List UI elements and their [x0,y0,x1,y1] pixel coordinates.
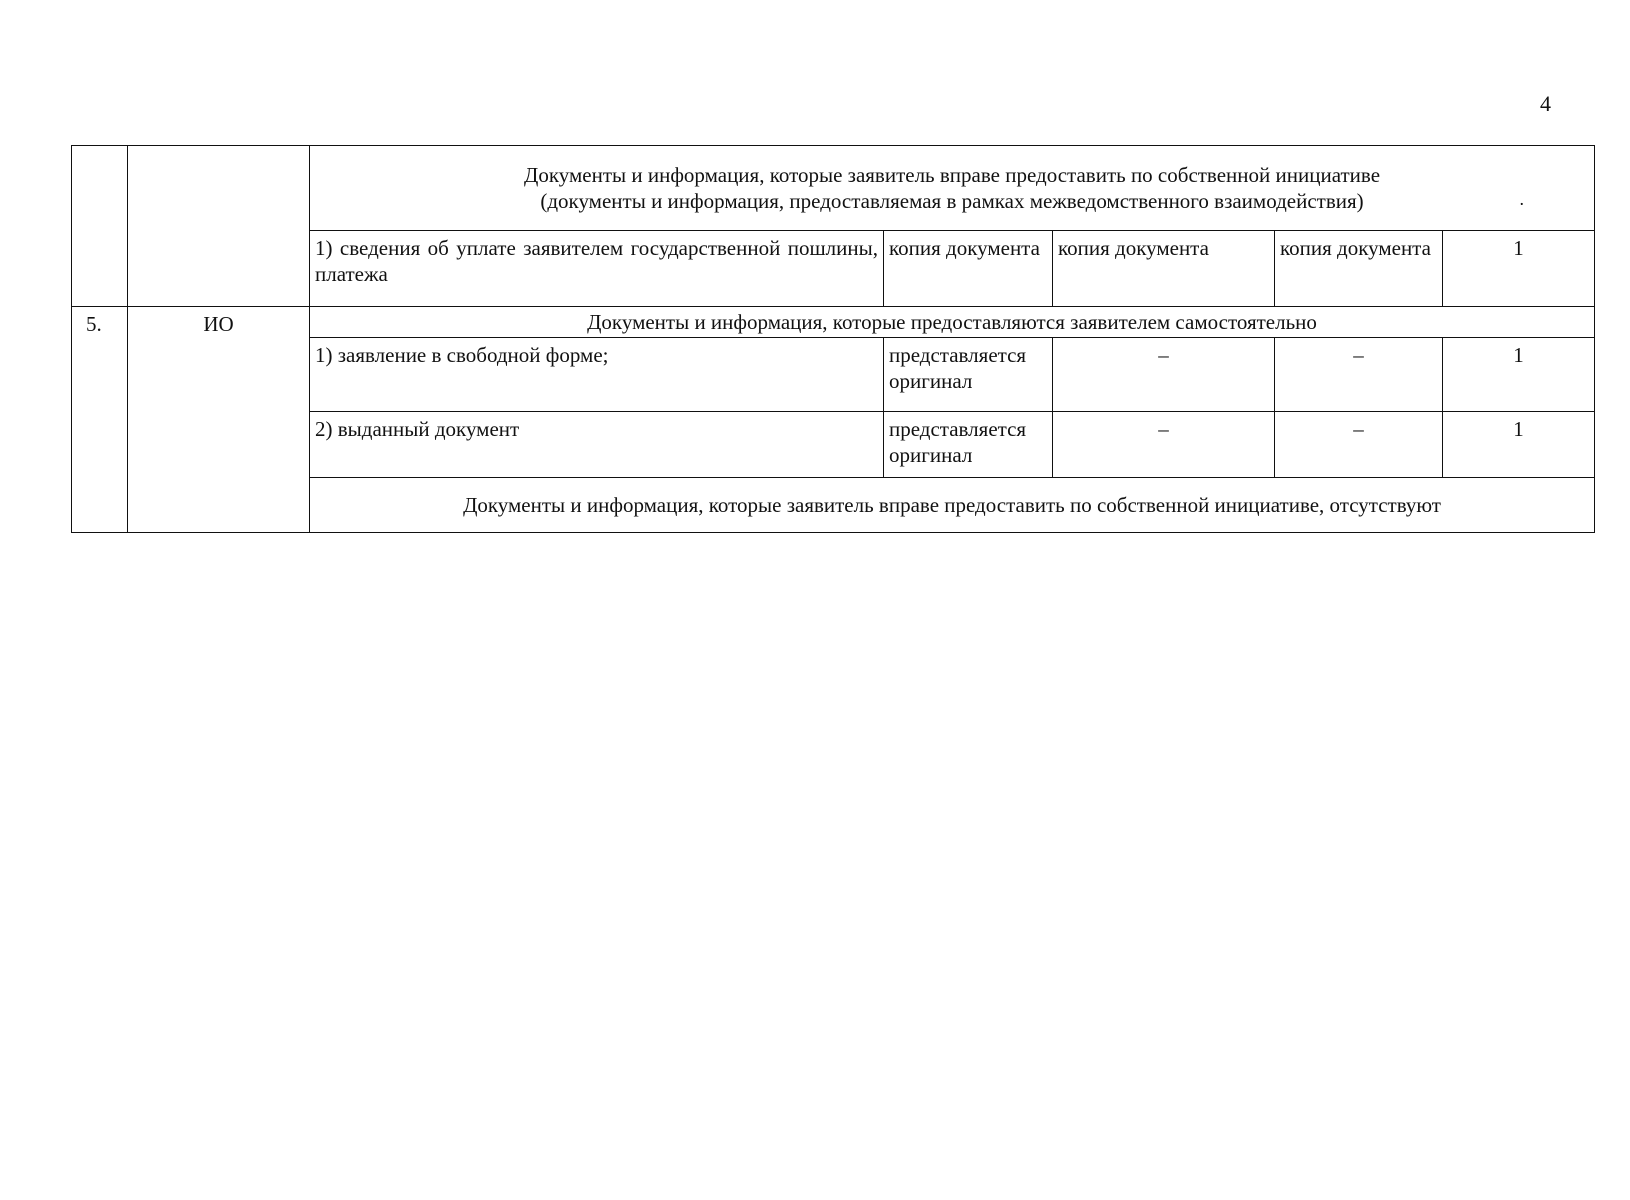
section-header [310,146,1595,231]
document-dash-cell: – [1053,338,1275,412]
documents-table [71,145,1595,533]
org-cell [128,146,310,307]
document-description: 2) выданный документ [310,412,884,478]
table-row [72,146,1595,231]
document-copy-cell-2: копия документа [1275,231,1443,307]
section-header-line-2: (документы и информация, предоставляемая в рамках межведомственного взаимодействия) [540,189,1364,213]
table-row [72,307,1595,338]
section-footer: Документы и информация, которые заявитель вправе предоставить по собственной инициативе, отсутствуют [310,478,1595,533]
document-count: 1 [1443,231,1595,307]
document-dash-cell-2: – [1275,338,1443,412]
section-header-line-1: Документы и информация, которые заявитель вправе предоставить по собственной инициативе [524,163,1381,187]
stray-dot: . [1519,189,1525,209]
document-count: 1 [1443,338,1595,412]
document-copy-cell: копия документа [1053,231,1275,307]
section-title: Документы и информация, которые предоставляются заявителем самостоятельно [310,307,1595,338]
document-dash-cell-2: – [1275,412,1443,478]
document-count: 1 [1443,412,1595,478]
document-form-cell: представляется оригинал [884,338,1053,412]
section-number: 5. [72,307,128,533]
document-dash-cell: – [1053,412,1275,478]
number-cell [72,146,128,307]
document-form-cell: представляется оригинал [884,412,1053,478]
document-description: 1) сведения об уплате заявителем государственной пошлины, платежа [310,231,884,307]
document-description: 1) заявление в свободной форме; [310,338,884,412]
document-form-cell: копия документа [884,231,1053,307]
section-org: ИО [128,307,310,533]
page-number: 4 [1540,91,1551,116]
